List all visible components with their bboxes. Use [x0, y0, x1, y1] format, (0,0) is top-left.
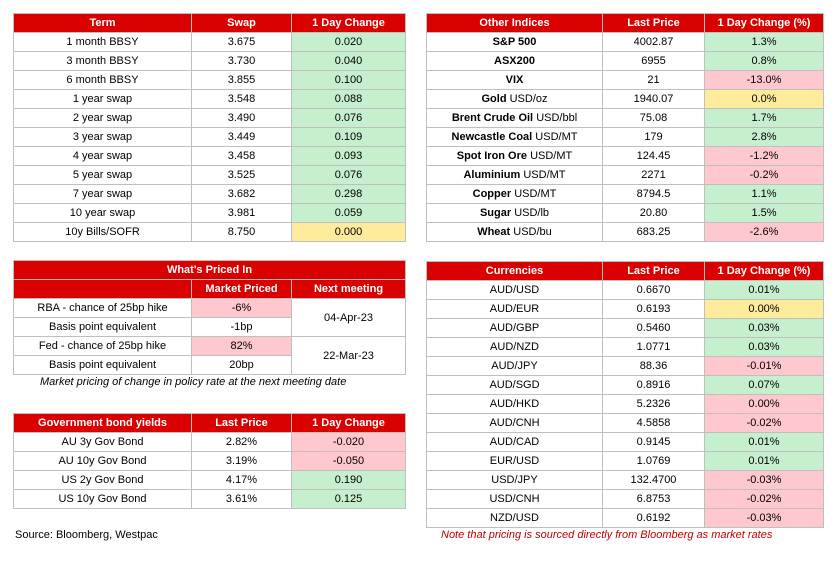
row-label: Fed - chance of 25bp hike: [14, 337, 192, 356]
index-unit: USD/MT: [535, 131, 578, 143]
currency-pair-cell: NZD/USD: [427, 509, 603, 528]
bond-name-cell: AU 3y Gov Bond: [14, 433, 192, 452]
table-row: [14, 452, 406, 471]
price-cell: 0.8916: [603, 376, 705, 395]
price-cell: 0.6670: [603, 281, 705, 300]
change-cell: -0.050: [292, 452, 406, 471]
price-cell: 5.2326: [603, 395, 705, 414]
bond-name-cell: US 10y Gov Bond: [14, 490, 192, 509]
bond-name-cell: US 2y Gov Bond: [14, 471, 192, 490]
index-name-cell: [427, 204, 603, 223]
price-cell: 3.61%: [192, 490, 292, 509]
term-cell: 5 year swap: [14, 166, 192, 185]
price-cell: 2271: [603, 166, 705, 185]
term-cell: 2 year swap: [14, 109, 192, 128]
index-name-cell: [427, 33, 603, 52]
column-header: Currencies: [427, 262, 603, 281]
change-cell: -1.2%: [705, 147, 824, 166]
change-cell: 0.059: [292, 204, 406, 223]
change-cell: 0.040: [292, 52, 406, 71]
indices-table: [426, 13, 824, 242]
currency-pair-cell: AUD/USD: [427, 281, 603, 300]
market-priced-value: -1bp: [192, 318, 292, 337]
change-cell: 0.100: [292, 71, 406, 90]
index-name: Gold: [481, 93, 507, 105]
price-cell: 4.5858: [603, 414, 705, 433]
change-cell: -2.6%: [705, 223, 824, 242]
price-cell: 4002.87: [603, 33, 705, 52]
term-cell: 3 year swap: [14, 128, 192, 147]
column-header: 1 Day Change (%): [705, 262, 824, 281]
table-row: [14, 299, 406, 318]
price-cell: 21: [603, 71, 705, 90]
column-header: 1 Day Change: [292, 14, 406, 33]
index-name: VIX: [505, 74, 524, 86]
change-cell: 0.03%: [705, 338, 824, 357]
change-cell: 0.000: [292, 223, 406, 242]
index-name: Sugar: [479, 207, 512, 219]
table-row: [427, 395, 824, 414]
market-priced-value: 82%: [192, 337, 292, 356]
table-row: [427, 357, 824, 376]
column-header: 1 Day Change: [292, 414, 406, 433]
price-cell: 0.9145: [603, 433, 705, 452]
index-unit: USD/MT: [523, 169, 566, 181]
swap-cell: 3.855: [192, 71, 292, 90]
table-row: [14, 204, 406, 223]
change-cell: -0.03%: [705, 471, 824, 490]
price-cell: 1940.07: [603, 90, 705, 109]
index-unit: USD/MT: [514, 188, 557, 200]
bond-name-cell: AU 10y Gov Bond: [14, 452, 192, 471]
term-cell: 1 month BBSY: [14, 33, 192, 52]
index-name: Spot Iron Ore: [456, 150, 528, 162]
price-cell: 6955: [603, 52, 705, 71]
change-cell: 0.00%: [705, 395, 824, 414]
table-row: [427, 281, 824, 300]
column-header: Market Priced: [192, 280, 292, 299]
change-cell: 1.5%: [705, 204, 824, 223]
change-cell: 0.088: [292, 90, 406, 109]
table-row: [14, 52, 406, 71]
index-name-cell: [427, 90, 603, 109]
price-cell: 75.08: [603, 109, 705, 128]
column-header: [14, 280, 192, 299]
table-row: [427, 90, 824, 109]
table-row: [427, 147, 824, 166]
index-name-cell: [427, 109, 603, 128]
change-cell: 0.00%: [705, 300, 824, 319]
priced-in-table: [13, 260, 406, 375]
table-row: [427, 128, 824, 147]
table-row: [427, 204, 824, 223]
next-meeting-date: 04-Apr-23: [292, 299, 406, 337]
table-row: [427, 338, 824, 357]
column-header: Government bond yields: [14, 414, 192, 433]
index-name-cell: [427, 223, 603, 242]
index-name-cell: [427, 71, 603, 90]
price-cell: 3.19%: [192, 452, 292, 471]
table-row: [427, 433, 824, 452]
swap-cell: 3.981: [192, 204, 292, 223]
currency-pair-cell: AUD/EUR: [427, 300, 603, 319]
table-row: [14, 90, 406, 109]
change-cell: 1.3%: [705, 33, 824, 52]
change-cell: 0.01%: [705, 452, 824, 471]
index-unit: USD/bbl: [536, 112, 578, 124]
change-cell: 1.7%: [705, 109, 824, 128]
change-cell: -0.2%: [705, 166, 824, 185]
price-cell: 683.25: [603, 223, 705, 242]
table-row: [427, 109, 824, 128]
swap-cell: 3.458: [192, 147, 292, 166]
change-cell: 0.076: [292, 109, 406, 128]
priced-in-header: [14, 280, 406, 299]
column-header: Last Price: [603, 262, 705, 281]
change-cell: -0.02%: [705, 490, 824, 509]
table-row: [14, 337, 406, 356]
table-row: [427, 490, 824, 509]
currency-pair-cell: AUD/NZD: [427, 338, 603, 357]
price-cell: 179: [603, 128, 705, 147]
currency-pair-cell: USD/JPY: [427, 471, 603, 490]
table-row: [14, 471, 406, 490]
column-header: Term: [14, 14, 192, 33]
table-row: [427, 223, 824, 242]
change-cell: -0.02%: [705, 414, 824, 433]
row-label: Basis point equivalent: [14, 356, 192, 375]
currency-pair-cell: AUD/CAD: [427, 433, 603, 452]
table-row: [14, 147, 406, 166]
change-cell: -0.03%: [705, 509, 824, 528]
change-cell: 0.093: [292, 147, 406, 166]
table-row: [14, 223, 406, 242]
change-cell: 0.8%: [705, 52, 824, 71]
column-header: Other Indices: [427, 14, 603, 33]
index-name-cell: [427, 128, 603, 147]
change-cell: 0.07%: [705, 376, 824, 395]
indices-table-header: [427, 14, 824, 33]
index-unit: USD/oz: [509, 93, 548, 105]
swap-cell: 3.525: [192, 166, 292, 185]
price-cell: 88.36: [603, 357, 705, 376]
currency-pair-cell: AUD/HKD: [427, 395, 603, 414]
term-cell: 7 year swap: [14, 185, 192, 204]
table-row: [14, 109, 406, 128]
change-cell: -0.020: [292, 433, 406, 452]
price-cell: 8794.5: [603, 185, 705, 204]
term-cell: 10y Bills/SOFR: [14, 223, 192, 242]
price-cell: 0.5460: [603, 319, 705, 338]
currency-pair-cell: AUD/GBP: [427, 319, 603, 338]
table-row: [14, 185, 406, 204]
index-name-cell: [427, 166, 603, 185]
swap-cell: 3.490: [192, 109, 292, 128]
swap-cell: 3.548: [192, 90, 292, 109]
index-name: Wheat: [477, 226, 511, 238]
priced-in-note: Market pricing of change in policy rate at the next meeting date: [40, 376, 347, 388]
priced-in-title: What's Priced In: [14, 261, 406, 280]
source-note: Source: Bloomberg, Westpac: [15, 529, 158, 541]
column-header: 1 Day Change (%): [705, 14, 824, 33]
price-cell: 0.6193: [603, 300, 705, 319]
change-cell: 0.298: [292, 185, 406, 204]
currency-pair-cell: EUR/USD: [427, 452, 603, 471]
bond-yields-table: [13, 413, 406, 509]
price-cell: 0.6192: [603, 509, 705, 528]
term-cell: 10 year swap: [14, 204, 192, 223]
index-unit: USD/lb: [514, 207, 550, 219]
table-row: [427, 166, 824, 185]
table-row: [14, 433, 406, 452]
table-row: [14, 71, 406, 90]
currency-pair-cell: AUD/JPY: [427, 357, 603, 376]
change-cell: 0.03%: [705, 319, 824, 338]
table-row: [14, 490, 406, 509]
index-name: Newcastle Coal: [451, 131, 533, 143]
index-name: S&P 500: [492, 36, 537, 48]
change-cell: 0.0%: [705, 90, 824, 109]
table-row: [14, 166, 406, 185]
price-cell: 4.17%: [192, 471, 292, 490]
change-cell: 0.076: [292, 166, 406, 185]
bond-table-header: [14, 414, 406, 433]
swap-cell: 3.682: [192, 185, 292, 204]
currencies-table: [426, 261, 824, 528]
swap-cell: 8.750: [192, 223, 292, 242]
change-cell: 2.8%: [705, 128, 824, 147]
table-row: [427, 185, 824, 204]
disclaimer-note: Note that pricing is sourced directly from Bloomberg as market rates: [441, 529, 773, 541]
market-priced-value: 20bp: [192, 356, 292, 375]
currencies-table-header: [427, 262, 824, 281]
column-header: Next meeting: [292, 280, 406, 299]
row-label: RBA - chance of 25bp hike: [14, 299, 192, 318]
price-cell: 20.80: [603, 204, 705, 223]
change-cell: -0.01%: [705, 357, 824, 376]
table-row: [14, 128, 406, 147]
change-cell: 0.190: [292, 471, 406, 490]
swap-table: [13, 13, 406, 242]
table-row: [427, 71, 824, 90]
price-cell: 6.8753: [603, 490, 705, 509]
index-name-cell: [427, 52, 603, 71]
table-row: [427, 300, 824, 319]
column-header: Swap: [192, 14, 292, 33]
table-row: [427, 452, 824, 471]
priced-in-title-row: [14, 261, 406, 280]
index-name: Brent Crude Oil: [451, 112, 534, 124]
table-row: [427, 471, 824, 490]
price-cell: 132.4700: [603, 471, 705, 490]
table-row: [427, 319, 824, 338]
table-row: [427, 509, 824, 528]
change-cell: 0.01%: [705, 281, 824, 300]
swap-cell: 3.730: [192, 52, 292, 71]
index-name: Aluminium: [463, 169, 521, 181]
table-row: [427, 376, 824, 395]
swap-cell: 3.675: [192, 33, 292, 52]
term-cell: 1 year swap: [14, 90, 192, 109]
term-cell: 6 month BBSY: [14, 71, 192, 90]
market-priced-value: -6%: [192, 299, 292, 318]
price-cell: 1.0771: [603, 338, 705, 357]
index-name: Copper: [472, 188, 512, 200]
change-cell: 0.109: [292, 128, 406, 147]
change-cell: 1.1%: [705, 185, 824, 204]
term-cell: 4 year swap: [14, 147, 192, 166]
table-row: [14, 33, 406, 52]
row-label: Basis point equivalent: [14, 318, 192, 337]
price-cell: 124.45: [603, 147, 705, 166]
change-cell: -13.0%: [705, 71, 824, 90]
currency-pair-cell: AUD/SGD: [427, 376, 603, 395]
column-header: Last Price: [192, 414, 292, 433]
index-unit: USD/MT: [530, 150, 573, 162]
change-cell: 0.020: [292, 33, 406, 52]
index-unit: USD/bu: [513, 226, 552, 238]
table-row: [427, 33, 824, 52]
column-header: Last Price: [603, 14, 705, 33]
table-row: [427, 414, 824, 433]
currency-pair-cell: USD/CNH: [427, 490, 603, 509]
price-cell: 2.82%: [192, 433, 292, 452]
index-name-cell: [427, 185, 603, 204]
change-cell: 0.01%: [705, 433, 824, 452]
price-cell: 1.0769: [603, 452, 705, 471]
swap-table-header: [14, 14, 406, 33]
index-name: ASX200: [494, 55, 535, 67]
swap-cell: 3.449: [192, 128, 292, 147]
currency-pair-cell: AUD/CNH: [427, 414, 603, 433]
table-row: [427, 52, 824, 71]
term-cell: 3 month BBSY: [14, 52, 192, 71]
change-cell: 0.125: [292, 490, 406, 509]
next-meeting-date: 22-Mar-23: [292, 337, 406, 375]
index-name-cell: [427, 147, 603, 166]
